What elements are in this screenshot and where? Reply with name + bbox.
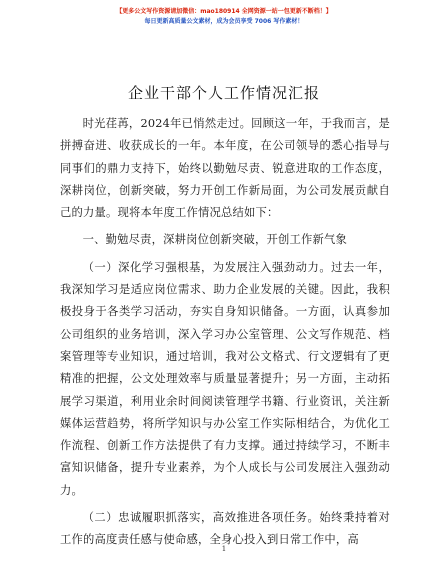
subsection-paragraph-1: （一）深化学习强根基，为发展注入强劲动力。过去一年，我深知学习是适应岗位需求、助力企业发展的关键。因此，我积极投身于各类学习活动，夯实自身知识储备。一方面，认真参加公司组织的业务培训，深入学习办公室管理、公文写作规范、档案管理等专业知识，通过培训，我对公文格式、行文逻辑有了更精准的把握，公文处理效率与质量显著提升；另一方面，主动拓展学习渠道，利用业余时间阅读管理学书籍、行业资讯，关注新媒体运营趋势，将所学知识与办公室工作实际相结合，为优化工作流程、创新工作方法提供了有力支撑。通过持续学习，不断丰富知识储备，提升专业素养，为个人成长与公司发展注入强劲动力。 (60, 260, 390, 497)
document-title: 企业干部个人工作情况汇报 (127, 84, 320, 102)
page-number: 1 (221, 545, 227, 553)
promo-banner-line-2: 每日更新高质量公文素材，成为会员享受 7006 写作素材！ (144, 18, 304, 25)
intro-paragraph: 时光荏苒，2024年已悄然走过。回顾这一年，于我而言，是拼搏奋进、收获成长的一年。本年度，在公司领导的悉心指导与同事们的鼎力支持下，始终以勤勉尽责、锐意进取的工作态度，深耕岗位，创新突破，努力开创工作新局面，为公司发展贡献自己的力量。现将本年度工作情况总结如下： (60, 117, 390, 220)
section-heading-1: 一、勤勉尽责，深耕岗位创新突破，开创工作新气象 (82, 233, 348, 247)
subsection-paragraph-2: （二）忠诚履职抓落实，高效推进各项任务。始终秉持着对工作的高度责任感与使命感，全身心投入到日常工作中，高 (60, 511, 390, 547)
promo-banner-line-1: 【更多公文写作资源请加微信：mao180914 全网资源一站一包更新不断档！】 (116, 8, 332, 15)
document-body (60, 113, 390, 557)
